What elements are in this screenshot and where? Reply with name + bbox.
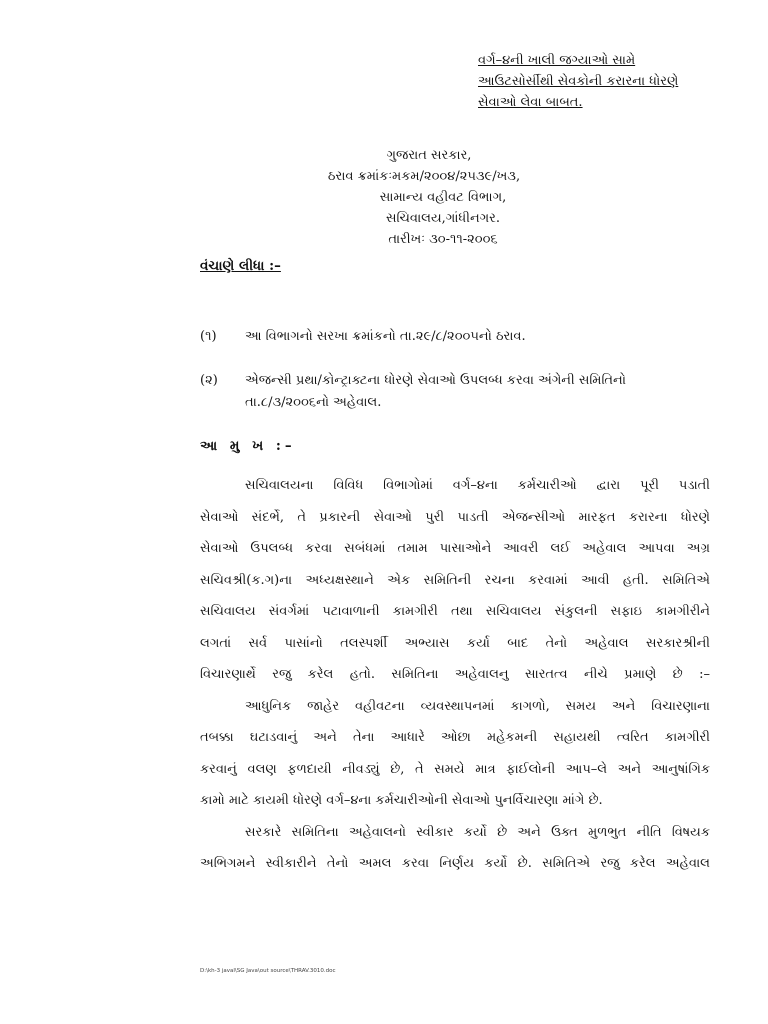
body-line: સચિવાલયના વિવિધ વિભાગોમાં વર્ગ–૪ના કર્મચારીઓ દ્વારા પૂરી પડાતી [245,478,710,493]
reference-number: (૨) [200,373,218,388]
body-line: અભિગમને સ્વીકારીને તેનો અમલ કરવા નિર્ણય કર્યો છે. સમિતિએ રજુ કરેલ અહેવાલ [200,856,710,871]
body-line: સેવાઓ સંદર્ભે, તે પ્રકારની સેવાઓ પુરી પાડતી એજન્સીઓ મારફત કરારના ધોરણે [200,509,710,525]
subject-line-2: આઉટસોર્સીથી સેવકોની કરારના ધોરણે [478,74,679,89]
file-path-footer: D:\kh-3 javal\SG Java\out source\THRAV.3010.doc [200,968,336,974]
preamble-heading: આ મુ ખ :– [200,438,296,454]
reference-number: (૧) [200,329,217,344]
body-line: સેવાઓ ઉપલબ્ધ કરવા સબંધમાં તમામ પાસાઓને આવરી લઈ અહેવાલ આપવા અગ્ર [200,541,710,556]
body-line: લગતાં સર્વ પાસાંનો તલસ્પર્શી અભ્યાસ કર્યા બાદ તેનો અહેવાલ સરકારશ્રીની [200,635,710,651]
subject-line-3: સેવાઓ લેવા બાબત. [478,95,583,110]
department-name: સામાન્ય વહીવટ વિભાગ, [379,190,507,205]
body-line: સરકારે સમિતિના અહેવાલનો સ્વીકાર કર્યો છે અને ઉક્ત મુળભુત નીતિ વિષયક [245,824,710,840]
reference-text-continued: તા.૮/૩/૨૦૦૬નો અહેવાલ. [245,395,382,410]
preamble-body [200,470,710,880]
body-line: તબક્કા ઘટાડવાનું અને તેના આધારે ઓછા મહેકમની સહાયથી ત્વરિત કામગીરી [200,730,710,745]
body-line: આધુનિક જાહેર વહીવટના વ્યવસ્થાપનમાં કાગળો, સમય અને વિચારણાના [245,698,710,714]
body-line: સચિવશ્રી(ક.ગ)ના અધ્યક્ષસ્થાને એક સમિતિની રચના કરવામાં આવી હતી. સમિતિએ [200,572,710,588]
read-heading: વંચાણે લીધા :– [200,258,281,274]
body-line: કામો માટે કાયમી ધોરણે વર્ગ–૪ના કર્મચારીઓની સેવાઓ પુનર્વિચારણા માંગે છે. [200,793,603,808]
reference-text: એજન્સી પ્રથા/કોન્ટ્રાક્ટના ધોરણે સેવાઓ ઉપલબ્ધ કરવા અંગેની સમિતિનો [245,373,626,388]
resolution-date: તારીખઃ ૩૦-૧૧-૨૦૦૬ [388,232,498,247]
resolution-number: ઠરાવ ક્રમાંકઃમકમ/૨૦૦૪/૨૫૩૯/ખ૩, [327,169,521,184]
body-line: કરવાનું વલણ ફળદાયી નીવડ્યું છે, તે સમયે માત્ર ફાઈલોની આપ–લે અને આનુષાંગિક [200,761,710,777]
office-location: સચિવાલય,ગાંધીનગર. [386,211,500,226]
header-block [0,145,768,250]
org-name: ગુજરાત સરકાર, [386,148,472,163]
body-line: વિચારણાર્થે રજુ કરેલ હતો. સમિતિના અહેવાલનુ સારતત્વ નીચે પ્રમાણે છે :– [200,667,710,682]
subject-block [478,50,708,113]
subject-line-1: વર્ગ–૪ની ખાલી જગ્યાઓ સામે [478,53,636,68]
body-line: સચિવાલય સંવર્ગમાં પટાવાળાની કામગીરી તથા સચિવાલય સંકુલની સફાઇ કામગીરીને [200,604,710,619]
reference-text: આ વિભાગનો સરખા ક્રમાંકનો તા.૨૯/૮/૨૦૦૫નો ઠરાવ. [245,329,526,344]
